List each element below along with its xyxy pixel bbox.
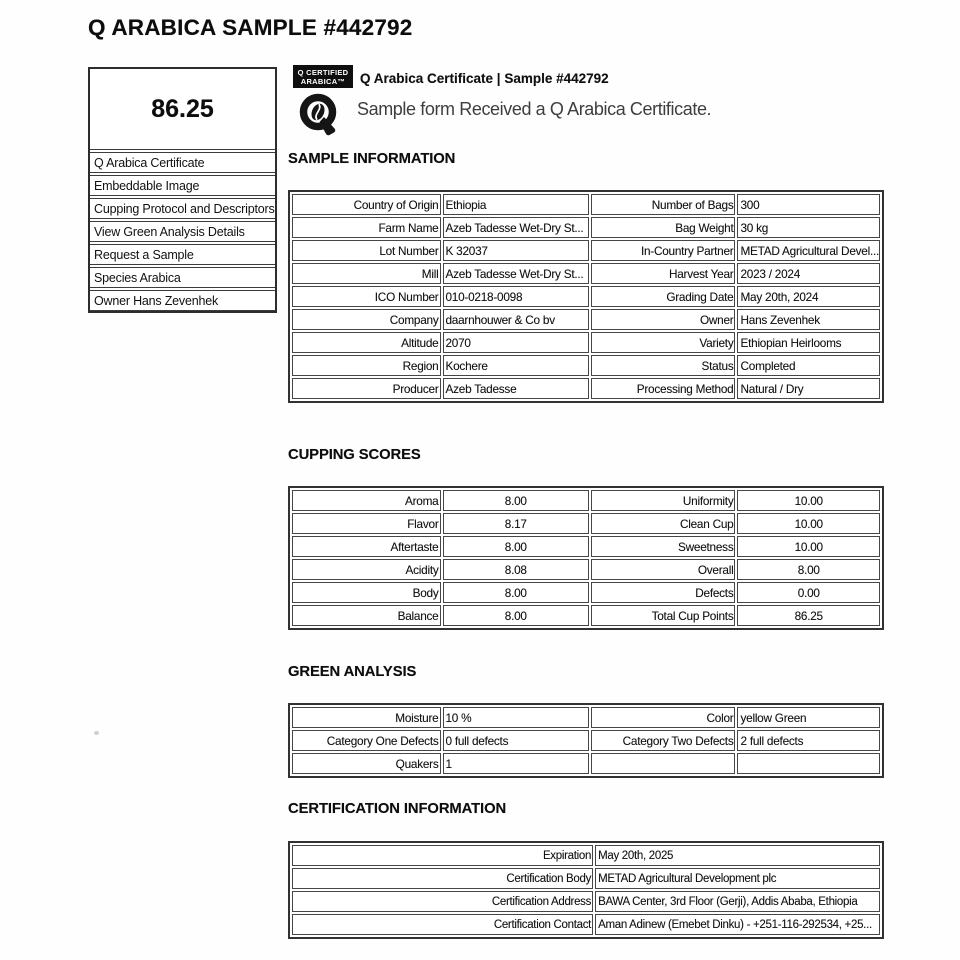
- table-row: [292, 217, 880, 238]
- field-value: 10.00: [737, 513, 880, 534]
- field-value: Ethiopian Heirlooms: [737, 332, 880, 353]
- certificate-title: Q Arabica Certificate | Sample #442792: [360, 71, 609, 86]
- sidebar-item-owner: Owner Hans Zevenhek: [90, 290, 275, 311]
- field-value: Azeb Tadesse: [443, 378, 590, 399]
- field-label: Producer: [292, 378, 441, 399]
- field-value: 30 kg: [737, 217, 880, 238]
- field-value: 8.00: [737, 559, 880, 580]
- field-label: Company: [292, 309, 441, 330]
- table-row: [292, 559, 880, 580]
- field-label: Body: [292, 582, 441, 603]
- page-title: Q ARABICA SAMPLE #442792: [88, 15, 413, 40]
- table-row: [292, 332, 880, 353]
- field-label: Mill: [292, 263, 441, 284]
- field-value: 10.00: [737, 490, 880, 511]
- field-label: Region: [292, 355, 441, 376]
- sample-information-table: [288, 190, 884, 403]
- field-value: 0 full defects: [443, 730, 590, 751]
- field-label: Certification Body: [292, 868, 593, 889]
- sidebar: [88, 67, 277, 313]
- field-value: 8.17: [443, 513, 590, 534]
- sidebar-item-request-sample[interactable]: Request a Sample: [90, 244, 275, 265]
- badge-line-1: Q CERTIFIED: [297, 68, 349, 77]
- field-value: May 20th, 2025: [595, 845, 880, 866]
- field-value: 10 %: [443, 707, 590, 728]
- table-row: [292, 378, 880, 399]
- field-value: 86.25: [737, 605, 880, 626]
- field-label: Overall: [591, 559, 735, 580]
- field-label: Processing Method: [591, 378, 735, 399]
- field-label: Category One Defects: [292, 730, 441, 751]
- field-label: Status: [591, 355, 735, 376]
- scan-artifact-dot: [94, 731, 99, 735]
- field-label: Acidity: [292, 559, 441, 580]
- field-label: Total Cup Points: [591, 605, 735, 626]
- q-certified-arabica-badge: [293, 65, 353, 88]
- table-row: [292, 536, 880, 557]
- section-heading-green-analysis: GREEN ANALYSIS: [288, 664, 417, 680]
- green-analysis-table: [288, 703, 884, 778]
- table-row: [292, 730, 880, 751]
- field-label: Aroma: [292, 490, 441, 511]
- table-row: [292, 868, 880, 889]
- sidebar-item-species: Species Arabica: [90, 267, 275, 288]
- table-row: [292, 355, 880, 376]
- field-label: Flavor: [292, 513, 441, 534]
- table-row: [292, 513, 880, 534]
- field-label: [591, 753, 735, 774]
- certificate-subtitle: Sample form Received a Q Arabica Certificate.: [357, 99, 712, 119]
- field-label: Color: [591, 707, 735, 728]
- field-value: 2023 / 2024: [737, 263, 880, 284]
- section-heading-certification-information: CERTIFICATION INFORMATION: [288, 801, 507, 817]
- field-value: yellow Green: [737, 707, 880, 728]
- field-value: Ethiopia: [443, 194, 590, 215]
- sidebar-item-certificate[interactable]: Q Arabica Certificate: [90, 152, 275, 173]
- field-label: Moisture: [292, 707, 441, 728]
- field-value: daarnhouwer & Co bv: [443, 309, 590, 330]
- field-label: Aftertaste: [292, 536, 441, 557]
- field-value: Natural / Dry: [737, 378, 880, 399]
- field-value: 300: [737, 194, 880, 215]
- sidebar-item-green-analysis-details[interactable]: View Green Analysis Details: [90, 221, 275, 242]
- table-row: [292, 914, 880, 935]
- section-heading-cupping-scores: CUPPING SCORES: [288, 447, 421, 463]
- field-value: 2 full defects: [737, 730, 880, 751]
- field-value: 8.00: [443, 490, 590, 511]
- sidebar-item-embeddable-image[interactable]: Embeddable Image: [90, 175, 275, 196]
- field-value: Completed: [737, 355, 880, 376]
- field-label: ICO Number: [292, 286, 441, 307]
- section-heading-sample-information: SAMPLE INFORMATION: [288, 151, 456, 167]
- table-row: [292, 286, 880, 307]
- field-value: BAWA Center, 3rd Floor (Gerji), Addis Ababa, Ethiopia: [595, 891, 880, 912]
- field-value: K 32037: [443, 240, 590, 261]
- badge-line-2: ARABICA™: [300, 77, 346, 86]
- q-coffee-bean-logo-icon: [298, 92, 340, 139]
- field-value: May 20th, 2024: [737, 286, 880, 307]
- field-value: 8.08: [443, 559, 590, 580]
- field-value: 8.00: [443, 582, 590, 603]
- table-row: [292, 753, 880, 774]
- field-label: Balance: [292, 605, 441, 626]
- table-row: [292, 263, 880, 284]
- field-label: Number of Bags: [591, 194, 735, 215]
- table-row: [292, 582, 880, 603]
- field-value: [737, 753, 880, 774]
- table-row: [292, 490, 880, 511]
- field-label: Certification Address: [292, 891, 593, 912]
- table-row: [292, 194, 880, 215]
- field-label: Harvest Year: [591, 263, 735, 284]
- field-value: 010-0218-0098: [443, 286, 590, 307]
- field-label: Variety: [591, 332, 735, 353]
- field-value: Azeb Tadesse Wet-Dry St...: [443, 263, 590, 284]
- field-label: Category Two Defects: [591, 730, 735, 751]
- field-label: Lot Number: [292, 240, 441, 261]
- field-label: Farm Name: [292, 217, 441, 238]
- table-row: [292, 891, 880, 912]
- field-label: Certification Contact: [292, 914, 593, 935]
- field-label: Bag Weight: [591, 217, 735, 238]
- total-score: 86.25: [90, 69, 275, 150]
- field-value: 0.00: [737, 582, 880, 603]
- field-value: 8.00: [443, 536, 590, 557]
- field-label: Clean Cup: [591, 513, 735, 534]
- table-row: [292, 845, 880, 866]
- field-label: Quakers: [292, 753, 441, 774]
- field-value: 8.00: [443, 605, 590, 626]
- table-row: [292, 240, 880, 261]
- table-row: [292, 707, 880, 728]
- field-label: Expiration: [292, 845, 593, 866]
- field-value: 2070: [443, 332, 590, 353]
- field-label: In-Country Partner: [591, 240, 735, 261]
- cupping-scores-table: [288, 486, 884, 630]
- field-value: Hans Zevenhek: [737, 309, 880, 330]
- field-label: Owner: [591, 309, 735, 330]
- field-label: Defects: [591, 582, 735, 603]
- sidebar-item-cupping-protocol[interactable]: Cupping Protocol and Descriptors: [90, 198, 275, 219]
- table-row: [292, 605, 880, 626]
- field-label: Country of Origin: [292, 194, 441, 215]
- field-label: Grading Date: [591, 286, 735, 307]
- table-row: [292, 309, 880, 330]
- field-value: Kochere: [443, 355, 590, 376]
- field-label: Sweetness: [591, 536, 735, 557]
- field-value: METAD Agricultural Devel...: [737, 240, 880, 261]
- field-value: Aman Adinew (Emebet Dinku) - +251-116-292534, +25...: [595, 914, 880, 935]
- field-label: Uniformity: [591, 490, 735, 511]
- certification-information-table: [288, 841, 884, 939]
- field-value: 10.00: [737, 536, 880, 557]
- field-value: Azeb Tadesse Wet-Dry St...: [443, 217, 590, 238]
- field-value: METAD Agricultural Development plc: [595, 868, 880, 889]
- field-label: Altitude: [292, 332, 441, 353]
- field-value: 1: [443, 753, 590, 774]
